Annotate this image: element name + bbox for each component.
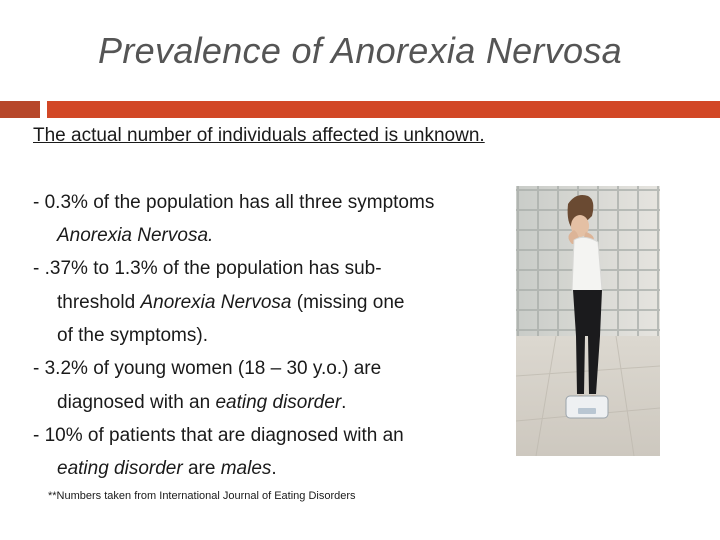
slide-title: Prevalence of Anorexia Nervosa [98, 30, 622, 71]
bullet-2-text: threshold [57, 292, 141, 313]
bullet-3-text: . [341, 392, 347, 413]
bullet-4-line-2 [57, 458, 277, 480]
bullet-2-line-3: of the symptoms). [57, 325, 208, 346]
bullet-2-term: Anorexia Nervosa [140, 292, 292, 313]
bullet-4-text: are [182, 458, 221, 479]
bullet-1-line-2: Anorexia Nervosa. [57, 225, 214, 246]
photo-woman-on-scale [516, 186, 660, 456]
footnote: **Numbers taken from International Journal of Eating Disorders [48, 490, 356, 502]
bullet-4-text: . [271, 458, 277, 479]
bullet-2-line-1: - .37% to 1.3% of the population has sub- [33, 258, 382, 279]
bullet-3-line-2 [57, 392, 346, 414]
bullet-3-text: diagnosed with an [57, 392, 216, 413]
bullet-1-line-1: - 0.3% of the population has all three symptoms [33, 192, 435, 213]
bullet-2-line-2 [57, 292, 404, 314]
bullet-4-term: eating disorder [57, 458, 183, 479]
bullet-3-term: eating disorder [215, 392, 342, 413]
title-divider-right [47, 101, 720, 118]
title-divider-left [0, 101, 40, 118]
bullet-2-text: (missing one [291, 292, 405, 313]
bullet-4-term-males: males [220, 458, 272, 479]
bullet-4-line-1: - 10% of patients that are diagnosed with an [33, 425, 404, 446]
bullet-3-line-1: - 3.2% of young women (18 – 30 y.o.) are [33, 358, 382, 379]
intro-statement: The actual number of individuals affected is unknown. [33, 125, 485, 146]
